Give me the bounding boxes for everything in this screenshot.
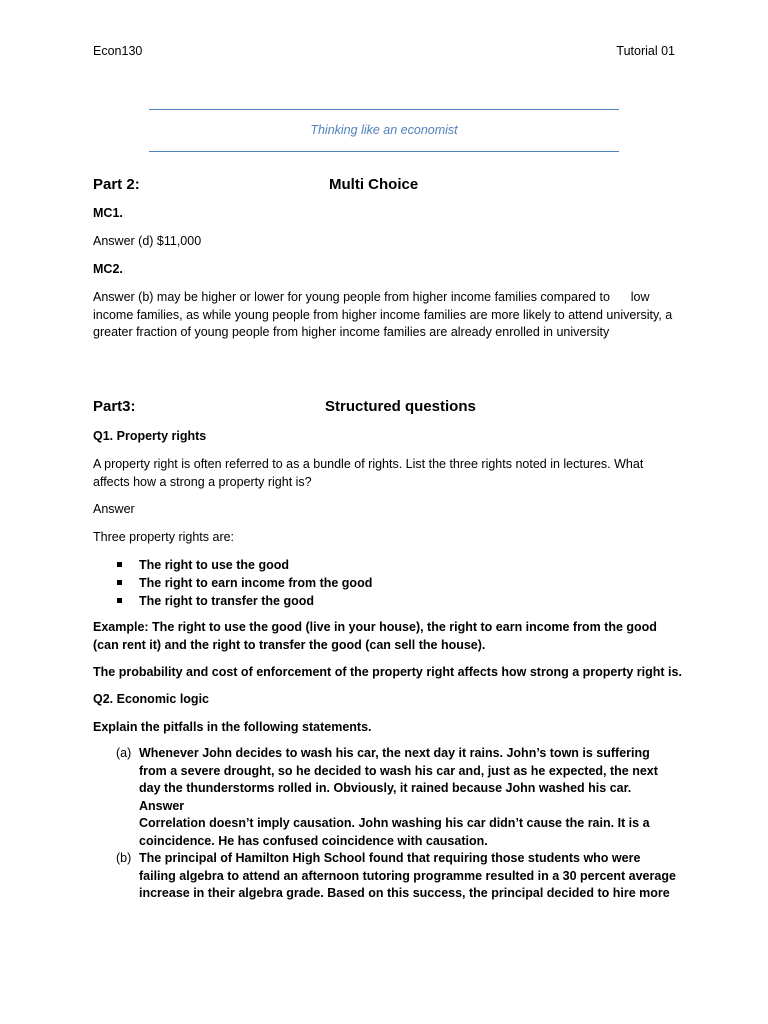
part3-title: Structured questions: [325, 398, 476, 415]
bullet-square-icon: [117, 598, 122, 603]
list-item-text: The right to earn income from the good: [139, 576, 373, 590]
list-item: [93, 556, 683, 574]
list-item-text: The right to use the good: [139, 558, 289, 572]
title-rule-top: [149, 109, 619, 110]
q2-prompt: Explain the pitfalls in the following statements.: [93, 720, 372, 734]
mc2-answer: Answer (b) may be higher or lower for young people from higher income families compared to low income families, as while young people from higher income families are more likely to attend university, a greater fraction of young people from higher income families are already enrolled in university: [93, 290, 676, 339]
bullet-square-icon: [117, 562, 122, 567]
header-tutorial: Tutorial 01: [616, 44, 675, 58]
q2-statement-list: [116, 745, 676, 903]
list-item-text: The right to transfer the good: [139, 594, 314, 608]
list-item: [93, 574, 683, 592]
list-item: [116, 745, 676, 850]
part3-label: Part3:: [93, 398, 136, 415]
title-rule-bottom: [149, 151, 619, 152]
q1-conclusion: The probability and cost of enforcement of the property right affects how strong a property right is.: [93, 665, 682, 679]
q1-example: Example: The right to use the good (live in your house), the right to earn income from the good (can rent it) and the right to transfer the good (can sell the house).: [93, 620, 657, 652]
mc1-answer: Answer (d) $11,000: [93, 234, 202, 248]
statement-text: Whenever John decides to wash his car, the next day it rains. John’s town is suffering from a severe drought, so he decided to wash his car and, just as he expected, the next day the thunderstorms rolled in. Obviously, it rained because John washed his car.: [139, 746, 658, 795]
q1-intro: Three property rights are:: [93, 530, 235, 544]
property-rights-list: [93, 556, 683, 610]
answer-text: Correlation doesn’t imply causation. John washing his car didn’t cause the rain. It is a coincidence. He has confused coincidence with causation.: [139, 816, 650, 848]
q1-answer-label: Answer: [93, 502, 135, 516]
bullet-square-icon: [117, 580, 122, 585]
part2-title: Multi Choice: [329, 176, 419, 193]
statement-text: The principal of Hamilton High School found that requiring those students who were failing algebra to attend an afternoon tutoring programme resulted in a 30 percent average increase in their algebra grade. Based on this success, the principal decided to hire more: [139, 851, 676, 900]
part3-heading: [93, 397, 683, 417]
q1-question: A property right is often referred to as a bundle of rights. List the three rights noted in lectures. What affects how a strong a property right is?: [93, 457, 644, 489]
q2-title: Q2. Economic logic: [93, 692, 209, 706]
q1-title: Q1. Property rights: [93, 429, 207, 443]
item-marker: (b): [116, 851, 132, 865]
document-subtitle: Thinking like an economist: [310, 123, 458, 137]
part2-heading: [93, 175, 683, 195]
header-course: Econ130: [93, 44, 143, 58]
answer-label: Answer: [139, 798, 185, 813]
list-item: [93, 592, 683, 610]
part2-label: Part 2:: [93, 176, 140, 193]
item-marker: (a): [116, 746, 132, 760]
mc1-label: MC1.: [93, 206, 123, 220]
mc2-label: MC2.: [93, 262, 123, 276]
list-item: [116, 850, 676, 903]
